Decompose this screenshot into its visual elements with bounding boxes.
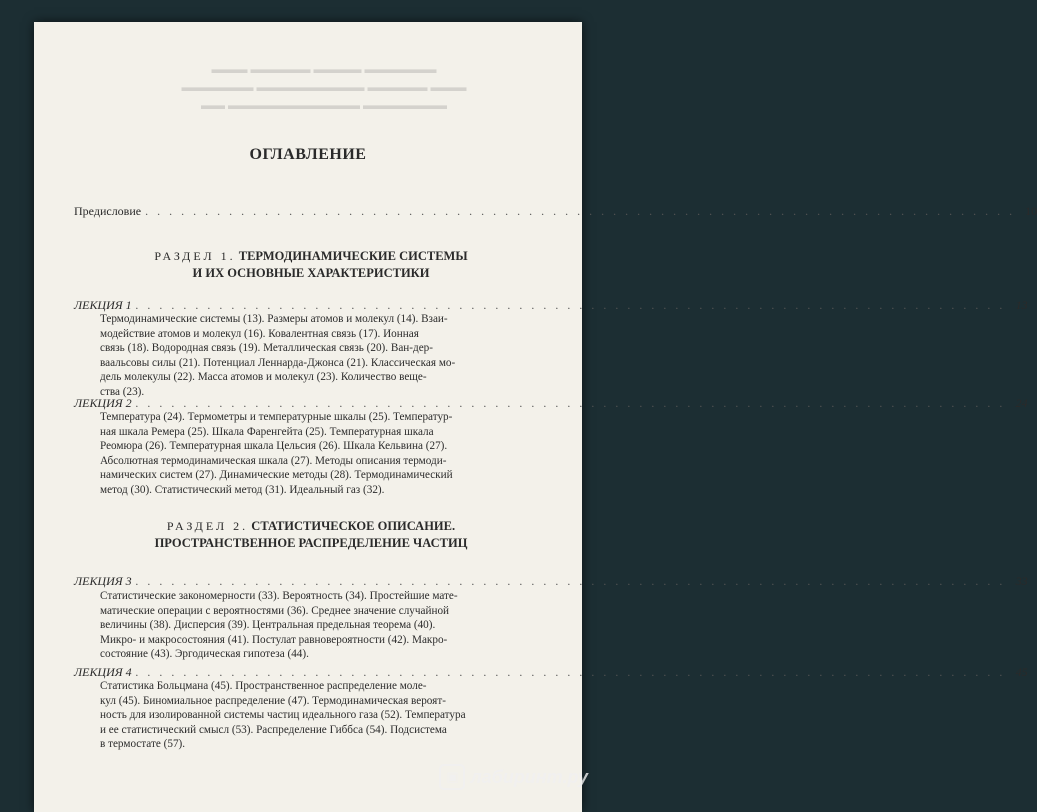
labyrinth-logo-icon: ▣ [439, 764, 465, 790]
bleed-through-text: ▬▬▬ ▬▬▬▬▬ ▬▬▬▬ ▬▬▬▬▬▬ [211, 62, 437, 76]
lecture-topics [100, 312, 540, 400]
leader-dots: . . . . . . . . . . . . . . . . . . . . . . . . . . . . . . . . . . . . . . . . . . . . . . . . . . . . . . . . . . . . . . . . . . . . . . . . . [135, 396, 1006, 410]
leader-dots: . . . . . . . . . . . . . . . . . . . . . . . . . . . . . . . . . . . . . . . . . . . . . . . . . . . . . . . . . . . . . . . . . . . . . . . . . [135, 298, 1006, 312]
topic-line: дель молекулы (22). Масса атомов и молекул (23). Количество веще- [100, 371, 427, 384]
section-number: РАЗДЕЛ 2. [166, 519, 249, 533]
section-title-line: И ИХ ОСНОВНЫЕ ХАРАКТЕРИСТИКИ [192, 266, 430, 280]
toc-entry-lecture-3[interactable] [74, 574, 1028, 589]
leader-dots: . . . . . . . . . . . . . . . . . . . . . . . . . . . . . . . . . . . . . . . . . . . . . . . . . . . . . . . . . . . . . . . . . . . . . . . . . [135, 574, 1006, 588]
section-title-line: ПРОСТРАНСТВЕННОЕ РАСПРЕДЕЛЕНИЕ ЧАСТИЦ [154, 536, 468, 550]
leader-dots: . . . . . . . . . . . . . . . . . . . . . . . . . . . . . . . . . . . . . . . . . . . . . . . . . . . . . . . . . . . . . . . . . . . . . . . . . [135, 665, 1006, 679]
topic-line: ства (23). [100, 385, 145, 398]
topic-line: ваальсовы силы (21). Потенциал Леннарда-Джонса (21). Классическая мо- [100, 356, 456, 369]
toc-entry-preface[interactable] [74, 204, 1037, 219]
toc-entry-lecture-2[interactable] [74, 396, 1028, 411]
toc-entry-label: ЛЕКЦИЯ 2 [74, 396, 132, 410]
watermark-text: лабиринт.ру [470, 766, 588, 787]
toc-page-number: 45 [1015, 665, 1028, 679]
topic-line: ная шкала Ремера (25). Шкала Фаренгейта (25). Температурная шкала [100, 425, 434, 438]
topic-line: в термостате (57). [100, 738, 186, 751]
topic-line: намических систем (27). Динамические методы (28). Термодинамический [100, 469, 453, 482]
bleed-through-text: ▬▬ ▬▬▬▬▬▬▬▬▬▬▬ ▬▬▬▬▬▬▬ [201, 98, 447, 112]
section-heading-1 [74, 248, 548, 282]
lecture-topics [100, 410, 540, 498]
toc-entry-lecture-1[interactable] [74, 298, 1028, 313]
topic-line: кул (45). Биномиальное распределение (47). Термодинамическая вероят- [100, 694, 446, 707]
topic-line: и ее статистический смысл (53). Распределение Гиббса (54). Подсистема [100, 723, 447, 736]
topic-line: метод (30). Статистический метод (31). Идеальный газ (32). [100, 483, 385, 496]
toc-page-number: 10 [1025, 204, 1037, 218]
page-title: ОГЛАВЛЕНИЕ [249, 146, 367, 163]
topic-line: матические операции с вероятностями (36). Среднее значение случайной [100, 604, 450, 617]
section-title-line: СТАТИСТИЧЕСКОЕ ОПИСАНИЕ. [251, 519, 456, 533]
toc-entry-label: Предисловие [74, 204, 142, 218]
topic-line: состояние (43). Эргодическая гипотеза (44). [100, 648, 309, 661]
bleed-through-text: ▬▬▬▬▬▬ ▬▬▬▬▬▬▬▬▬ ▬▬▬▬▬ ▬▬▬ [181, 80, 467, 94]
lecture-topics [100, 589, 540, 662]
toc-entry-lecture-4[interactable] [74, 665, 1028, 680]
toc-page-number: 33 [1015, 574, 1028, 588]
toc-entry-label: ЛЕКЦИЯ 1 [74, 298, 132, 312]
topic-line: Статистические закономерности (33). Вероятность (34). Простейшие мате- [100, 590, 458, 602]
site-watermark [439, 764, 588, 790]
topic-line: Абсолютная термодинамическая шкала (27). Методы описания термоди- [100, 454, 447, 467]
toc-entry-label: ЛЕКЦИЯ 4 [74, 665, 132, 679]
topic-line: Реомюра (26). Температурная шкала Цельсия (26). Шкала Кельвина (27). [100, 440, 448, 453]
lecture-topics [100, 679, 540, 752]
topic-line: Статистика Больцмана (45). Пространственное распределение моле- [100, 680, 427, 692]
topic-line: величины (38). Дисперсия (39). Центральная предельная теорема (40). [100, 619, 436, 632]
section-title-line: ТЕРМОДИНАМИЧЕСКИЕ СИСТЕМЫ [238, 249, 468, 263]
section-heading-2 [74, 518, 548, 552]
section-number: РАЗДЕЛ 1. [154, 249, 236, 263]
topic-line: ность для изолированной системы частиц идеального газа (52). Температура [100, 709, 466, 722]
toc-entry-label: ЛЕКЦИЯ 3 [74, 574, 132, 588]
topic-line: Термодинамические системы (13). Размеры атомов и молекул (14). Взаи- [100, 313, 448, 325]
book-page [34, 22, 1037, 812]
topic-line: связь (18). Водородная связь (19). Металлическая связь (20). Ван-дер- [100, 342, 433, 355]
topic-line: Микро- и макросостояния (41). Постулат равновероятности (42). Макро- [100, 633, 448, 646]
topic-line: Температура (24). Термометры и температурные шкалы (25). Температур- [100, 411, 453, 423]
leader-dots: . . . . . . . . . . . . . . . . . . . . . . . . . . . . . . . . . . . . . . . . . . . . . . . . . . . . . . . . . . . . . . . . . . . . . . . . . [145, 204, 1016, 218]
toc-page-number: 24 [1015, 396, 1028, 410]
topic-line: модействие атомов и молекул (16). Ковалентная связь (17). Ионная [100, 327, 419, 340]
toc-page-number: 13 [1015, 298, 1028, 312]
